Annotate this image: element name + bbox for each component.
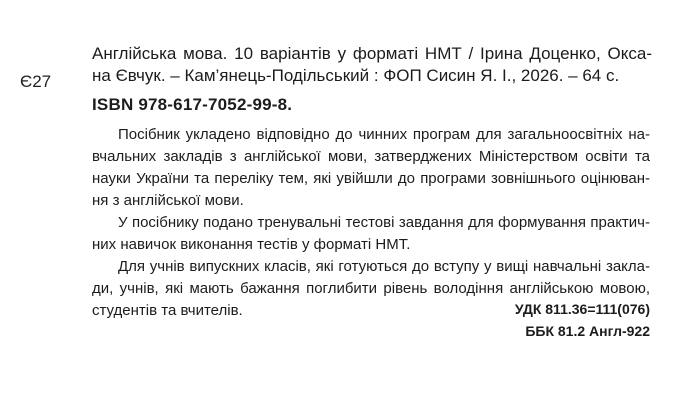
annotation-line: них навичок виконання тестів у форматі НМТ.	[92, 236, 411, 253]
annotation-line: студентів та вчителів.	[92, 302, 243, 319]
annotation-line: Для учнів випускних класів, які готуються до вступу у вищі навчальні закла-	[118, 258, 650, 275]
isbn: ISBN 978-617-7052-99-8.	[92, 95, 293, 114]
annotation-paragraph-1	[92, 124, 650, 212]
classification-indices	[515, 298, 650, 342]
bibliographic-record	[92, 43, 652, 87]
annotation-line: вчальних закладів з англійської мови, затверджених Міністерством освіти та	[92, 148, 650, 165]
annotation-line: науки України та переліку тем, які увійшли до програми зовнішнього оцінюван-	[92, 170, 650, 187]
annotation-line: ди, учнів, які мають бажання поглибити рівень володіння англійською мовою,	[92, 280, 650, 297]
udk-index: УДК 811.36=111(076)	[514, 301, 650, 317]
annotation-line: Посібник укладено відповідно до чинних програм для загальноосвітніх на-	[118, 126, 650, 143]
bbk-index: ББК 81.2 Англ-922	[525, 323, 650, 339]
classification-code: Є27	[20, 72, 52, 91]
annotation-paragraph-2	[92, 212, 650, 256]
record-line-1: Англійська мова. 10 варіантів у форматі НМТ / Ірина Доценко, Окса-	[92, 44, 652, 63]
annotation-line: У посібнику подано тренувальні тестові завдання для формування практич-	[118, 214, 650, 231]
annotation-line: ня з англійської мови.	[92, 192, 244, 209]
annotation	[92, 124, 650, 322]
record-line-2: на Євчук. – Кам’янець-Подільський : ФОП Сисин Я. І., 2026. – 64 с.	[92, 66, 620, 85]
